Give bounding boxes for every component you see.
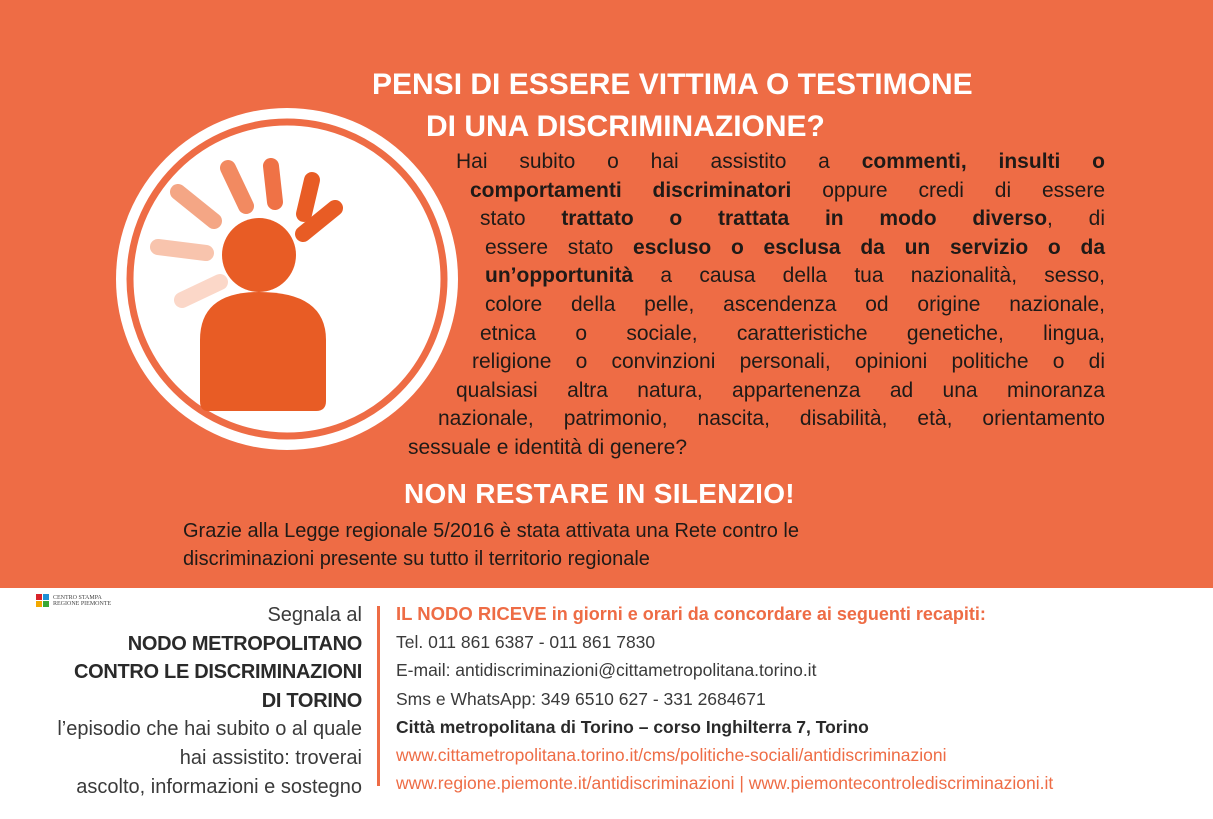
description-line: qualsiasi altra natura, appartenenza ad una minoranza xyxy=(456,378,1105,402)
email-text: E-mail: antidiscriminazioni@cittametropolitana.torino.it xyxy=(396,660,817,681)
contact-header: IL NODO RICEVE in giorni e orari da concordare ai seguenti recapiti: xyxy=(396,603,986,624)
call-to-action: NON RESTARE IN SILENZIO! xyxy=(404,478,795,509)
org-name-line-2: CONTRO LE DISCRIMINAZIONI xyxy=(73,661,362,684)
headline-line-1: PENSI DI ESSERE VITTIMA O TESTIMONE xyxy=(372,68,973,101)
description-line: l’episodio che hai subito o al quale xyxy=(57,718,362,741)
description-line: colore della pelle, ascendenza od origine nazionale, xyxy=(485,292,1105,316)
law-note-line-1: Grazie alla Legge regionale 5/2016 è stata attivata una Rete contro le xyxy=(183,520,799,542)
headline-line-2: DI UNA DISCRIMINAZIONE? xyxy=(426,110,825,143)
description-line: nazionale, patrimonio, nascita, disabilità, età, orientamento xyxy=(438,407,1105,431)
org-name-line-3: DI TORINO xyxy=(261,689,362,712)
description-line: un’opportunità a causa della tua nazionalità, sesso, xyxy=(485,264,1105,288)
divider xyxy=(377,606,380,786)
headline xyxy=(300,64,1100,148)
sms-text: Sms e WhatsApp: 349 6510 627 - 331 2684671 xyxy=(396,688,766,709)
description xyxy=(400,148,1105,463)
phone-text: Tel. 011 861 6387 - 011 861 7830 xyxy=(396,632,656,653)
description-line: Hai subito o hai assistito a commenti, insulti o xyxy=(456,150,1105,173)
description-line: comportamenti discriminatori oppure credi di essere xyxy=(470,178,1105,202)
org-name-line-1: NODO METROPOLITANO xyxy=(127,632,362,655)
law-note xyxy=(183,517,1083,573)
description-line: religione o convinzioni personali, opinioni politiche o di xyxy=(472,350,1105,374)
address-text: Città metropolitana di Torino – corso Inghilterra 7, Torino xyxy=(396,716,869,737)
logo-line-1: CENTRO STAMPA xyxy=(53,594,102,601)
description-line: ascolto, informazioni e sostegno xyxy=(76,775,362,798)
segnala-label: Segnala al xyxy=(267,604,362,626)
description-line: essere stato escluso o esclusa da un servizio o da xyxy=(485,235,1106,259)
description-line: hai assistito: troverai xyxy=(179,746,362,769)
contact-info xyxy=(396,600,1196,797)
description-line: etnica o sociale, caratteristiche genetiche, lingua, xyxy=(480,321,1105,345)
website-link-2[interactable]: www.regione.piemonte.it/antidiscriminazioni | www.piemontecontrolediscriminazioni.it xyxy=(396,773,1054,794)
logo-line-2: REGIONE PIEMONTE xyxy=(53,601,112,607)
law-note-line-2: discriminazioni presente su tutto il territorio regionale xyxy=(183,548,650,570)
website-link-1[interactable]: www.cittametropolitana.torino.it/cms/politiche-sociali/antidiscriminazioni xyxy=(396,745,947,766)
description-line: stato trattato o trattata in modo diverso, di xyxy=(480,207,1106,231)
description-line: sessuale e identità di genere? xyxy=(408,435,688,459)
report-invitation xyxy=(20,601,362,801)
